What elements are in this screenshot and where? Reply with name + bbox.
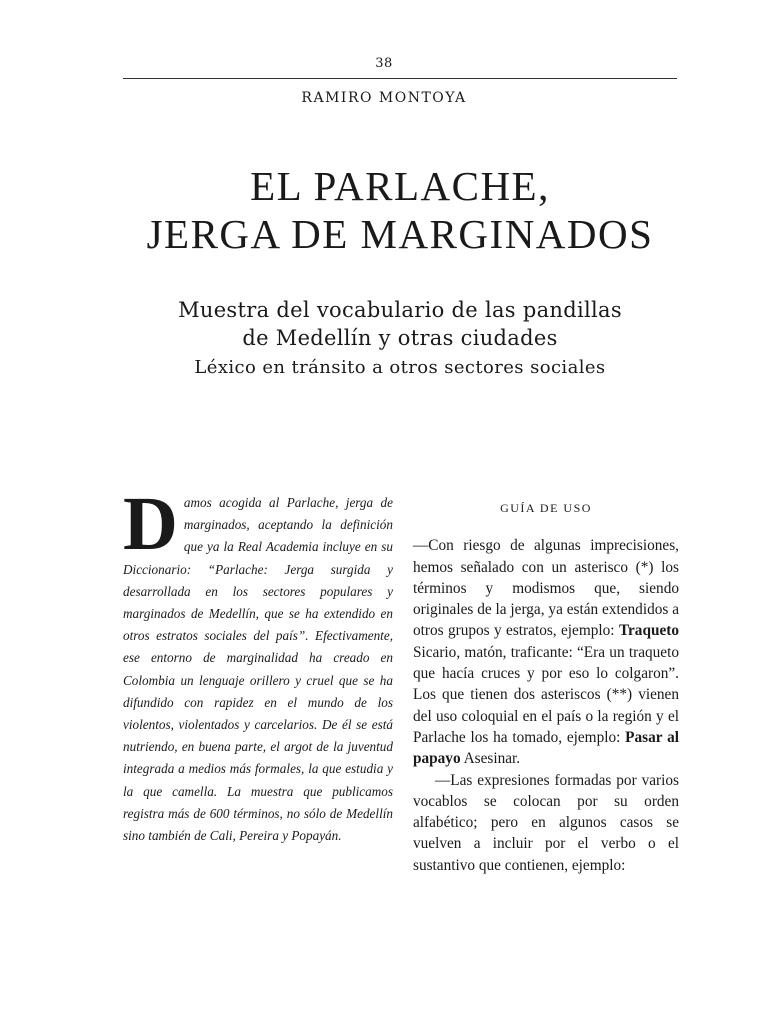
intro-column bbox=[123, 482, 393, 847]
subtitle-line-1: Muestra del vocabulario de las pandillas bbox=[178, 298, 622, 322]
page-number: 38 bbox=[375, 56, 393, 71]
guide-p1-text-b: Sicario, matón, traficante: “Era un traqueto que hacía cruces y por eso lo colgaron”. Los que tienen dos asteriscos (**) vienen del uso coloquial en el país o la región y el Parlache los ha tomado, ejemplo: bbox=[413, 643, 679, 746]
guide-paragraph-1 bbox=[413, 535, 679, 769]
term-traqueto: Traqueto bbox=[618, 622, 679, 640]
title-line-2: JERGA DE MARGINADOS bbox=[146, 211, 654, 257]
term-pasar-al-papayo: Pasar al papayo bbox=[413, 728, 679, 768]
subtitle-line-2: de Medellín y otras ciudades bbox=[242, 326, 558, 350]
guide-p1-text-c: Asesinar. bbox=[460, 750, 521, 768]
header-rule bbox=[123, 78, 677, 79]
article-title bbox=[0, 162, 768, 258]
article-subheading: Léxico en tránsito a otros sectores sociales bbox=[194, 357, 606, 378]
intro-text: amos acogida al Parlache, jerga de marginados, aceptando la definición que ya la Real Academia incluye en su Diccionario: “Parlache: Jerga surgida y desarrollada en los sectores populares y marginados de Medellín, que se ha extendido en otros estratos sociales del país”. Efectivamente, ese entorno de marginalidad ha creado en Colombia un lenguaje orillero y cruel que se ha difundido con rapidez en el mundo de los violentos, violentados y carcelarios. De él se está nutriendo, en buena parte, el argot de la juventud integrada a medios más formales, la que estudia y la que camella. La muestra que publicamos registra más de 600 términos, no sólo de Medellín sino también de Cali, Pereira y Popayán. bbox=[123, 495, 393, 844]
guide-p1-text-a: —Con riesgo de algunas imprecisiones, hemos señalado con un asterisco (*) los términos y modismos que, siendo originales de la jerga, ya están extendidos a otros grupos y estratos, ejemplo: bbox=[413, 537, 679, 640]
guide-heading: GUÍA DE USO bbox=[500, 501, 592, 515]
title-line-1: EL PARLACHE, bbox=[250, 163, 550, 209]
author-name: RAMIRO MONTOYA bbox=[301, 90, 467, 106]
drop-cap: D bbox=[123, 482, 178, 566]
guide-column bbox=[413, 498, 679, 876]
article-subtitle bbox=[0, 296, 768, 352]
guide-paragraph-2: —Las expresiones formadas por varios vocablos se colocan por su orden alfabético; pero en algunos casos se vuelven a incluir por el verbo o el sustantivo que contienen, ejemplo: bbox=[413, 771, 679, 874]
